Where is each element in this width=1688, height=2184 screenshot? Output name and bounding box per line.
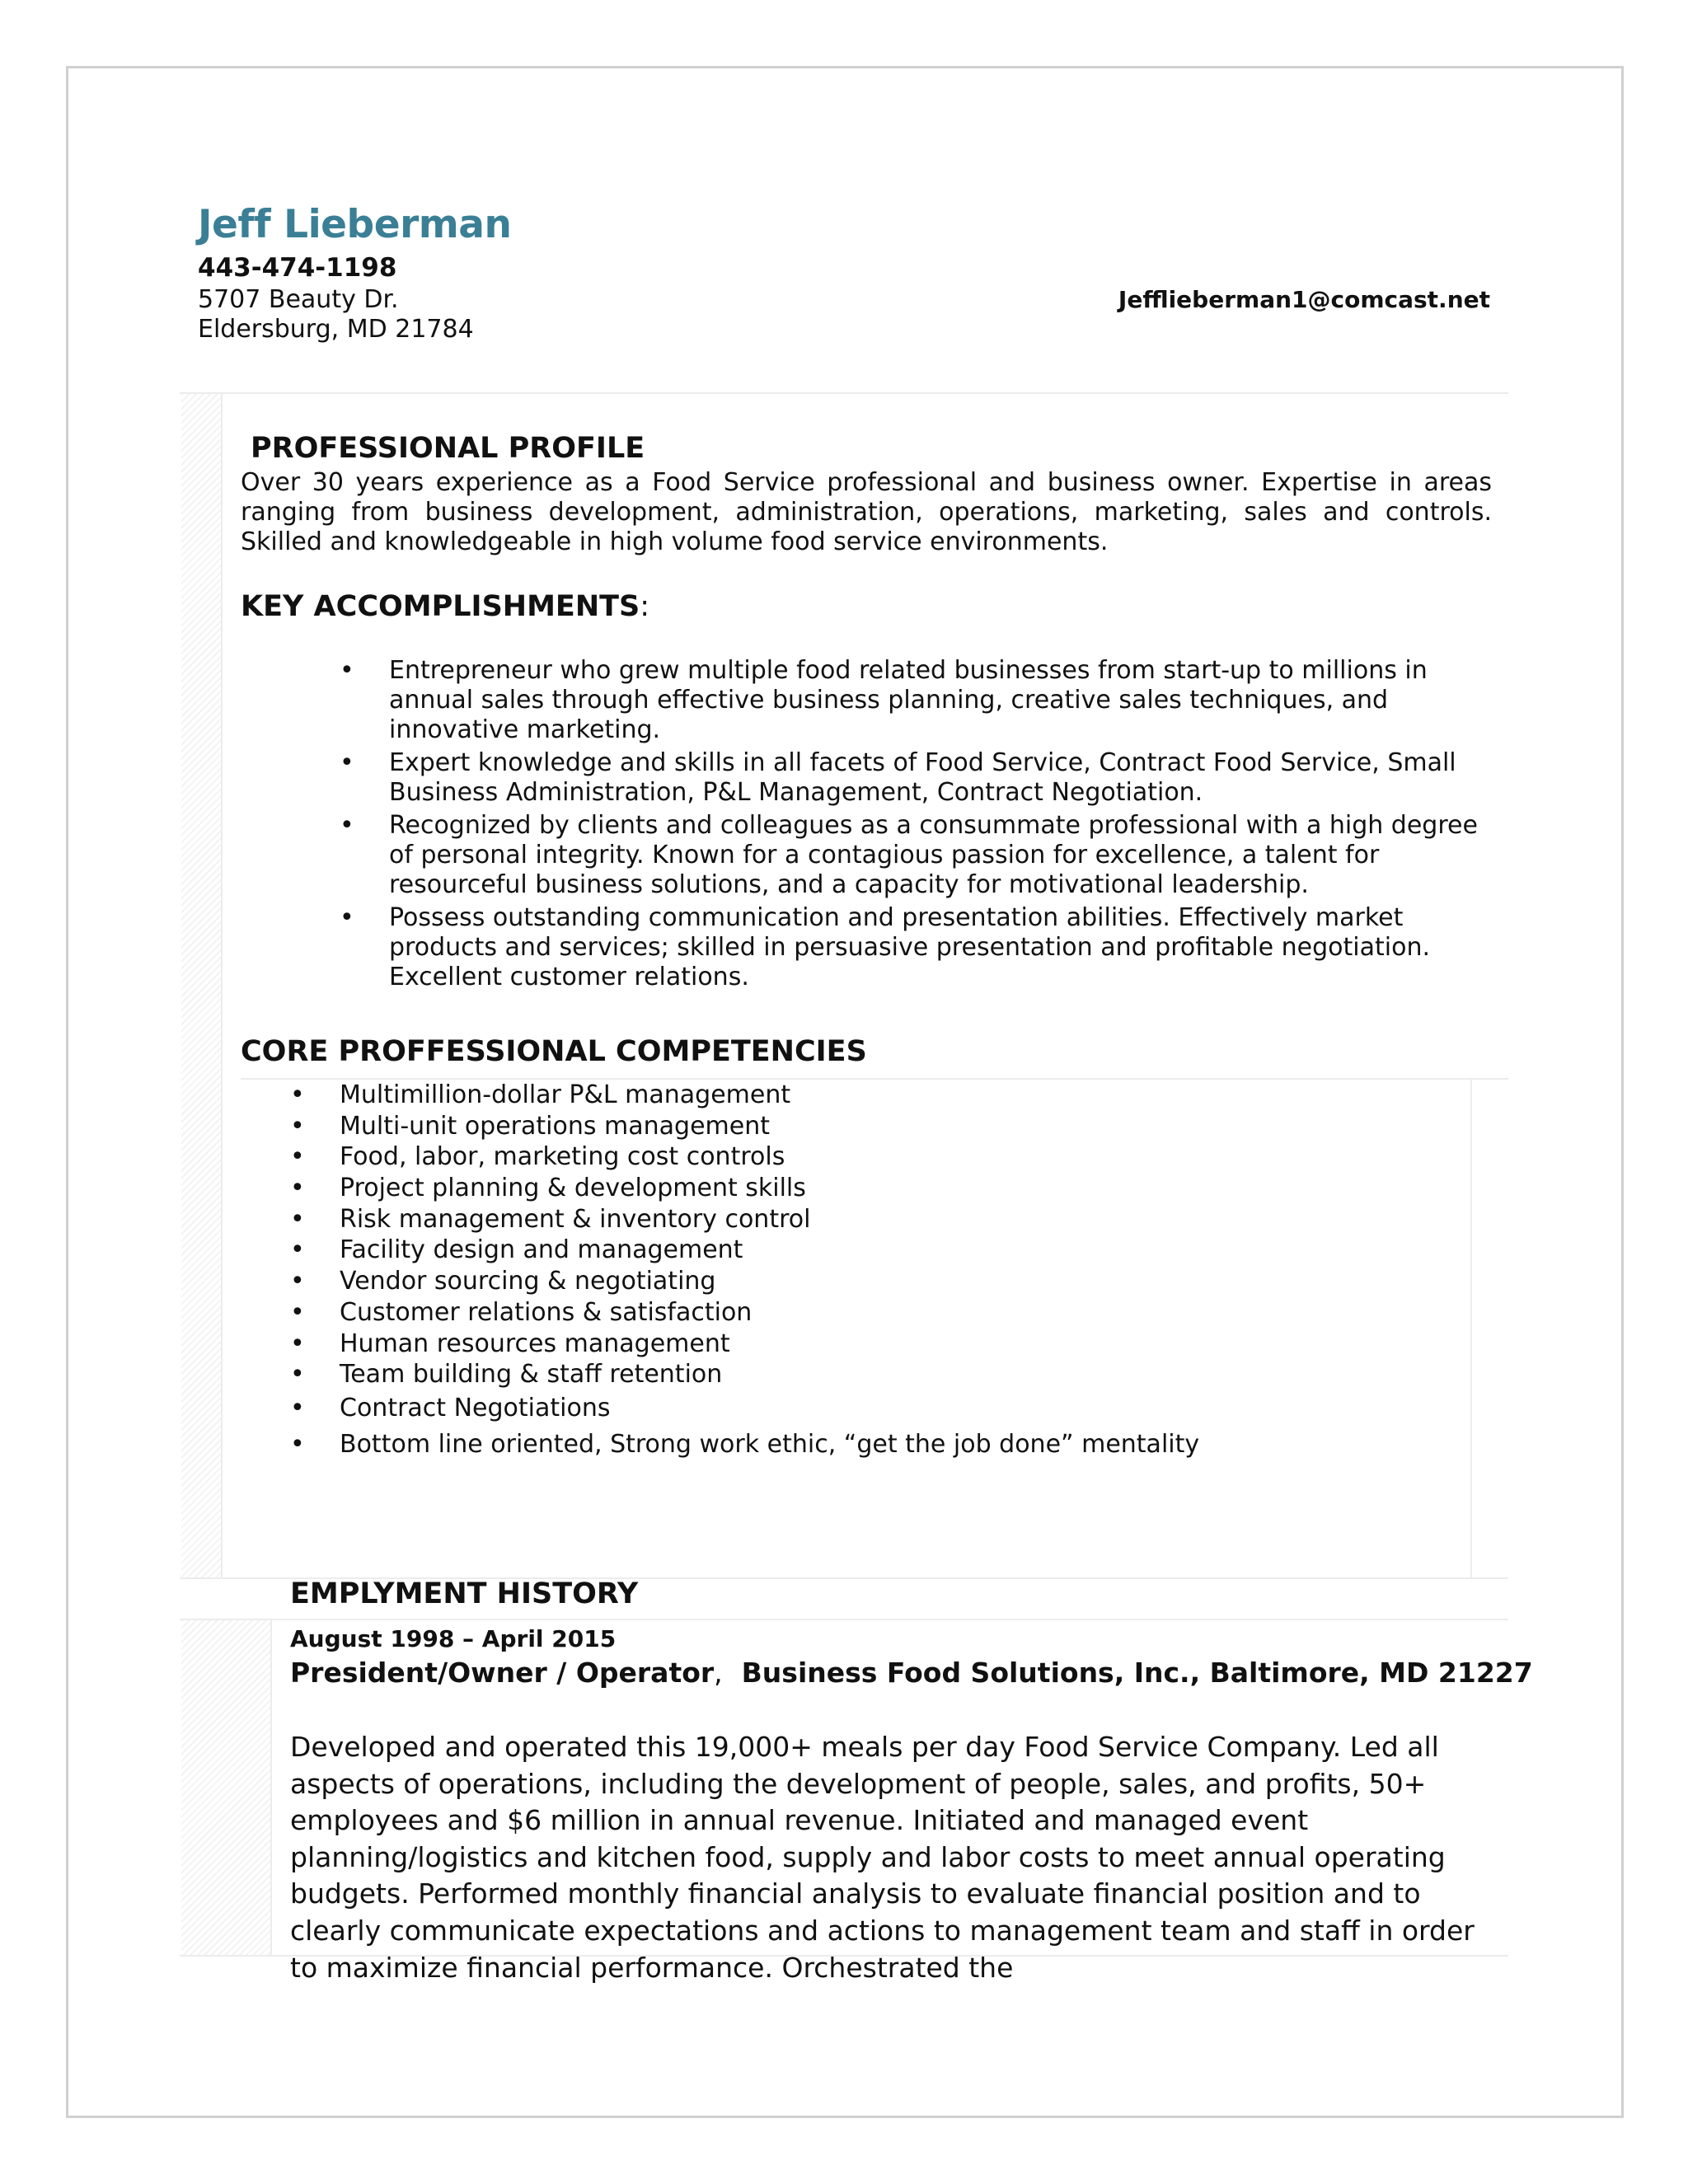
bullet-icon: • xyxy=(290,1111,305,1141)
email-address: Jefflieberman1@comcast.net xyxy=(1118,286,1490,313)
list-item xyxy=(290,1080,1444,1111)
column-rule xyxy=(221,394,223,1577)
address-line-2: Eldersburg, MD 21784 xyxy=(198,315,474,344)
profile-text: Over 30 years experience as a Food Service professional and business owner. Expertise in areas ranging from business development, administration, operations, marketing, sales and controls. Skilled and knowledgeable in high volume food service environments. xyxy=(241,468,1492,556)
job-separator: , xyxy=(714,1657,723,1689)
list-item xyxy=(290,1425,1444,1461)
list-item-text: Possess outstanding communication and presentation abilities. Effectively market products and services; skilled in persuasive presentation and profitable negotiation. Excellent customer relations. xyxy=(389,903,1431,991)
list-item-text: Team building & staff retention xyxy=(340,1360,723,1390)
accomplishments-heading-colon: : xyxy=(640,590,649,623)
bullet-icon: • xyxy=(340,903,354,932)
list-item xyxy=(290,1111,1444,1142)
phone-number: 443-474-1198 xyxy=(198,253,397,283)
job-title: President/Owner / Operator xyxy=(290,1657,715,1689)
divider xyxy=(180,392,1508,394)
list-item-text: Bottom line oriented, Strong work ethic, “get the job done” mentality xyxy=(340,1429,1200,1459)
list-item xyxy=(290,1329,1444,1360)
list-item-text: Customer relations & satisfaction xyxy=(340,1297,753,1327)
bullet-icon: • xyxy=(290,1267,305,1296)
list-item-text: Food, labor, marketing cost controls xyxy=(340,1142,785,1172)
job-description: Developed and operated this 19,000+ meals per day Food Service Company. Led all aspects of operations, including the development of people, sales, and profits, 50+ employees and $6 million in annual revenue. Initiated and managed event planning/logistics and kitchen food, supply and labor costs to meet annual operating budgets. Performed monthly financial analysis to evaluate financial position and to clearly communicate expectations and actions to management team and staff in order to maximize financial performance. Orchestrated the xyxy=(290,1731,1475,1984)
list-item-text: Vendor sourcing & negotiating xyxy=(340,1267,716,1296)
bullet-icon: • xyxy=(290,1142,305,1172)
list-item xyxy=(290,1359,1444,1390)
bullet-icon: • xyxy=(340,811,354,840)
bullet-icon: • xyxy=(290,1204,305,1234)
list-item xyxy=(290,1266,1444,1297)
profile-heading: PROFESSIONAL PROFILE xyxy=(251,432,645,465)
list-item-text: Risk management & inventory control xyxy=(340,1204,811,1234)
column-rule xyxy=(270,1620,272,1955)
job-dates: August 1998 – April 2015 xyxy=(290,1625,617,1652)
bullet-icon: • xyxy=(340,748,354,777)
list-item xyxy=(340,811,1502,900)
accomplishments-heading-text: KEY ACCOMPLISHMENTS xyxy=(241,590,640,623)
list-item-text: Project planning & development skills xyxy=(340,1174,806,1203)
list-item xyxy=(290,1173,1444,1204)
list-item xyxy=(290,1297,1444,1329)
shaded-margin xyxy=(181,394,221,1577)
accomplishments-list xyxy=(340,656,1502,996)
list-item-text: Multi-unit operations management xyxy=(340,1111,770,1141)
bullet-icon: • xyxy=(290,1080,305,1109)
accomplishments-heading xyxy=(241,590,649,623)
bullet-icon: • xyxy=(290,1360,305,1390)
list-item xyxy=(290,1235,1444,1266)
list-item-text: Expert knowledge and skills in all facets of Food Service, Contract Food Service, Small Business Administration, P&L Management, Contract Negotiation. xyxy=(389,748,1456,807)
bullet-icon: • xyxy=(290,1329,305,1358)
list-item-text: Human resources management xyxy=(340,1329,730,1358)
job-title-line xyxy=(290,1657,1533,1689)
list-item xyxy=(290,1390,1444,1425)
competencies-list xyxy=(290,1080,1444,1461)
list-item-text: Entrepreneur who grew multiple food related businesses from start-up to millions in annual sales through effective business planning, creative sales techniques, and innovative marketing. xyxy=(389,656,1428,744)
list-item xyxy=(340,656,1502,745)
list-item xyxy=(340,903,1502,992)
column-rule xyxy=(1470,1080,1472,1577)
divider xyxy=(180,1619,1508,1620)
list-item-text: Recognized by clients and colleagues as a consummate professional with a high degree of personal integrity. Known for a contagious passion for excellence, a talent for resourceful business solutions, and a capacity for motivational leadership. xyxy=(389,811,1478,899)
bullet-icon: • xyxy=(290,1235,305,1265)
competencies-heading: CORE PROFFESSIONAL COMPETENCIES xyxy=(241,1035,867,1068)
job-company: Business Food Solutions, Inc., Baltimore, MD 21227 xyxy=(741,1657,1533,1689)
candidate-name: Jeff Lieberman xyxy=(198,202,512,247)
bullet-icon: • xyxy=(290,1393,305,1422)
bullet-icon: • xyxy=(340,656,354,685)
list-item xyxy=(290,1204,1444,1235)
list-item-text: Facility design and management xyxy=(340,1235,743,1265)
list-item xyxy=(290,1141,1444,1173)
bullet-icon: • xyxy=(290,1297,305,1327)
list-item-text: Multimillion-dollar P&L management xyxy=(340,1080,791,1109)
employment-heading: EMPLYMENT HISTORY xyxy=(290,1577,639,1610)
bullet-icon: • xyxy=(290,1174,305,1203)
list-item xyxy=(340,748,1502,808)
shaded-margin xyxy=(181,1620,270,1955)
list-item-text: Contract Negotiations xyxy=(340,1393,611,1422)
bullet-icon: • xyxy=(290,1429,305,1459)
address-line-1: 5707 Beauty Dr. xyxy=(198,285,399,314)
